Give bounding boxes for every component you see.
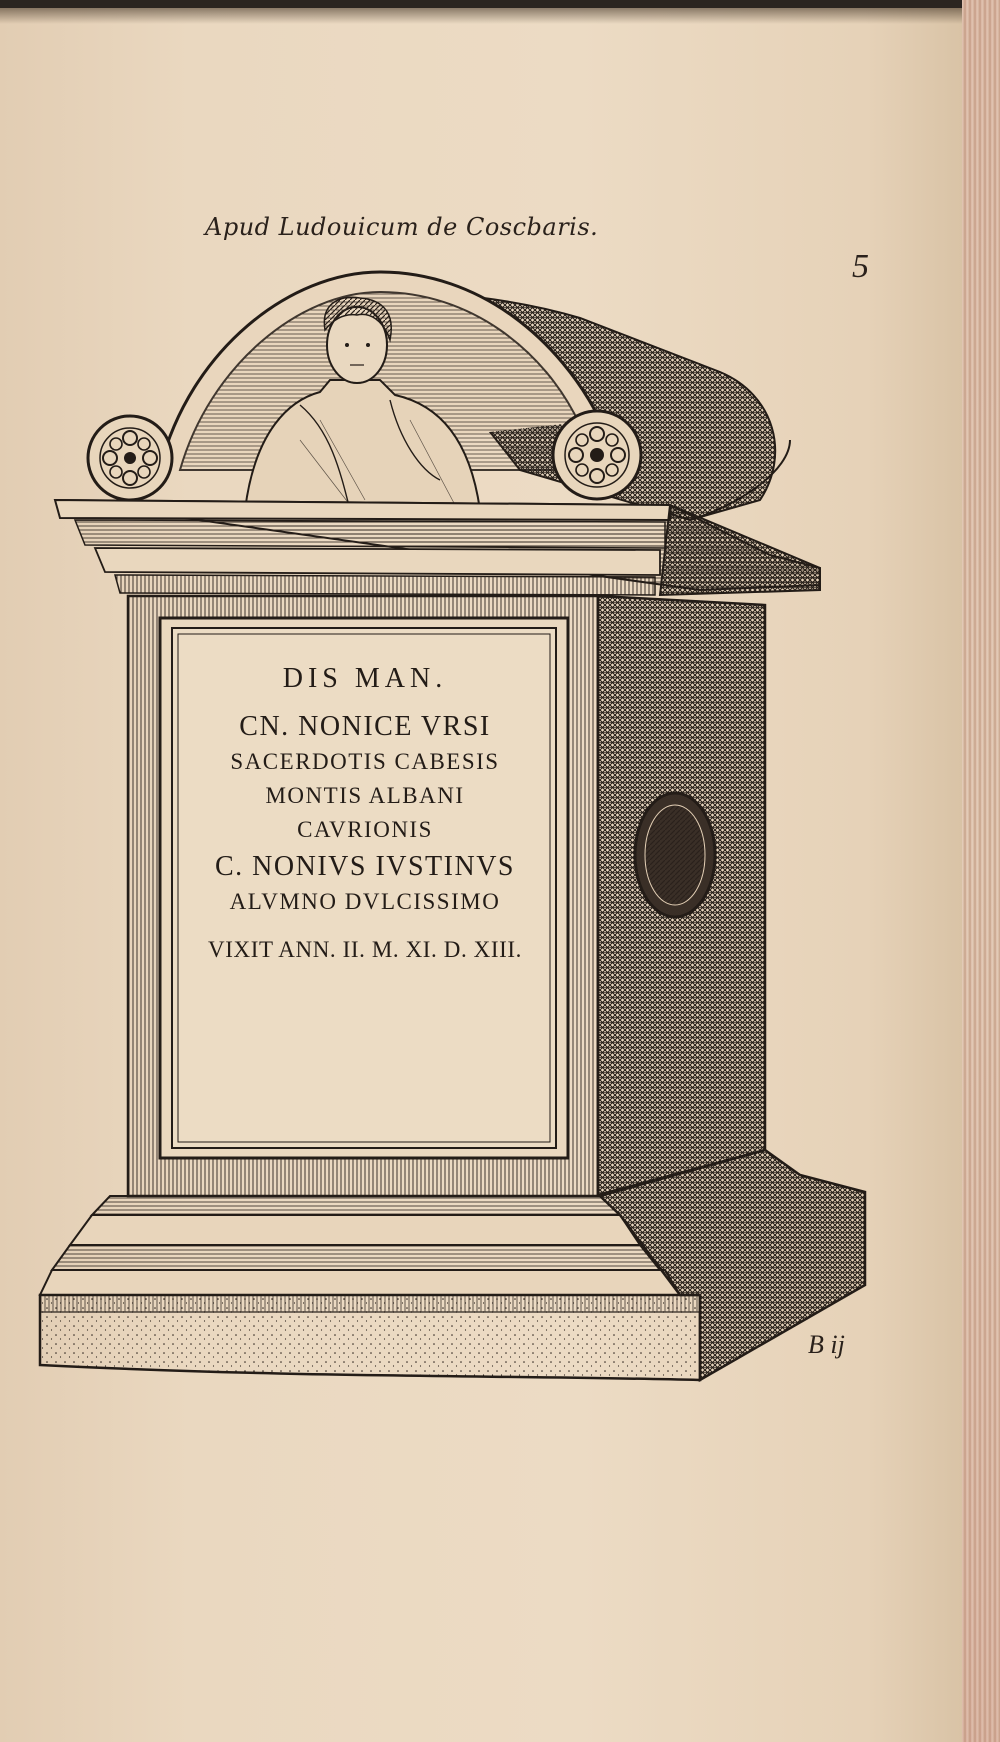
left-rosette: [88, 416, 172, 500]
inscription-line-mount: MONTIS ALBANI: [265, 783, 465, 808]
right-rosette: [553, 411, 641, 499]
altar-inscription: [180, 663, 550, 963]
book-page: [0, 8, 962, 1742]
page-number: 5: [852, 248, 869, 285]
inscription-line-dedicator: C. NONIVS IVSTINVS: [214, 851, 515, 882]
engraving-caption: Apud Ludouicum de Coscbaris.: [205, 213, 599, 241]
inscription-line-name: CN. NONICE VRSI: [239, 711, 491, 742]
signature-mark: B ij: [808, 1330, 845, 1359]
inscription-line-alumno: ALVMNO DVLCISSIMO: [229, 889, 501, 914]
book-fore-edge: [962, 0, 1000, 1742]
inscription-line-age: VIXIT ANN. II. M. XI. D. XIII.: [208, 937, 522, 962]
inscription-line-priest: SACERDOTIS CABESIS: [230, 749, 500, 774]
inscription-line-dedication: DIS MAN.: [282, 663, 448, 694]
inscription-line-caurionis: CAVRIONIS: [297, 817, 433, 842]
